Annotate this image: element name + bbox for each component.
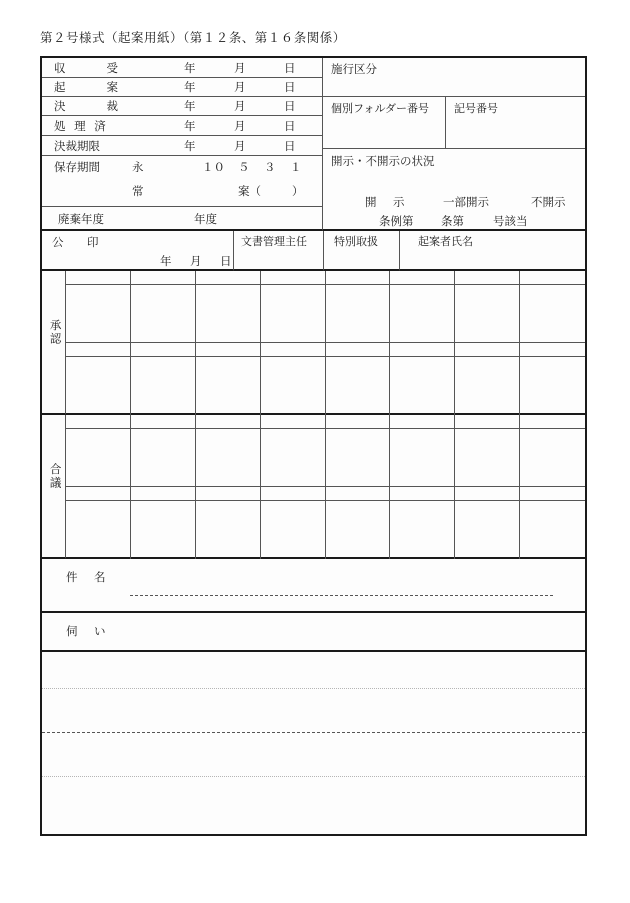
approval-month: 月 xyxy=(234,99,246,113)
field-special-handling[interactable] xyxy=(324,231,400,271)
consultation-section-label xyxy=(42,415,66,559)
seal-month: 月 xyxy=(190,254,202,268)
label-folder-number: 個別フォルダー番号 xyxy=(331,102,430,115)
retention-eternal[interactable]: 永 xyxy=(132,160,144,174)
label-doc-manager: 文書管理主任 xyxy=(241,235,307,248)
processed-month: 月 xyxy=(234,119,246,133)
approval-day: 日 xyxy=(284,99,296,113)
receipt-year: 年 xyxy=(184,61,196,75)
row-approval-date xyxy=(42,97,323,116)
retention-years-3[interactable]: ３ xyxy=(264,160,276,174)
row-disposal-year xyxy=(42,207,323,231)
option-partial-disclose[interactable]: 一部開示 xyxy=(443,195,489,209)
receipt-day: 日 xyxy=(284,61,296,75)
seal-day: 日 xyxy=(220,254,232,268)
label-symbol-number: 記号番号 xyxy=(454,102,498,115)
field-drafter-name[interactable] xyxy=(400,231,585,271)
field-inquiry-body[interactable] xyxy=(42,652,585,834)
approval-year: 年 xyxy=(184,99,196,113)
retention-years-5[interactable]: ５ xyxy=(238,160,250,174)
field-subject[interactable] xyxy=(42,559,585,613)
field-official-seal[interactable] xyxy=(42,231,234,271)
label-approval-section: 承認 xyxy=(48,319,63,346)
retention-years-1[interactable]: １ xyxy=(290,160,302,174)
row-retention-period xyxy=(42,156,323,207)
draft-count-label: 案（ xyxy=(238,184,261,198)
disposal-year-unit: 年度 xyxy=(194,212,217,226)
approval-col-divider xyxy=(66,271,520,415)
drafting-day: 日 xyxy=(284,80,296,94)
inquiry-writing-line xyxy=(42,688,585,689)
label-drafting: 起 案 xyxy=(54,80,124,94)
label-enforcement-category: 施行区分 xyxy=(331,62,377,76)
inquiry-writing-line xyxy=(42,776,585,777)
processed-day: 日 xyxy=(284,119,296,133)
field-folder-number[interactable] xyxy=(323,97,446,149)
label-approval-date: 決 裁 xyxy=(54,99,124,113)
row-processed xyxy=(42,116,323,136)
field-inquiry-label xyxy=(42,613,585,652)
label-drafter-name: 起案者氏名 xyxy=(418,235,473,248)
drafting-year: 年 xyxy=(184,80,196,94)
field-symbol-number[interactable] xyxy=(446,97,585,149)
deadline-day: 日 xyxy=(284,139,296,153)
inquiry-writing-line xyxy=(42,732,585,733)
field-doc-manager[interactable] xyxy=(234,231,324,271)
label-official-seal: 公 印 xyxy=(52,235,105,249)
field-disclosure-status xyxy=(323,149,585,231)
draft-count-close: ） xyxy=(292,184,304,198)
clause-article: 条第 xyxy=(441,214,464,228)
label-disposal-year: 廃棄年度 xyxy=(58,212,104,226)
approval-section-label xyxy=(42,271,66,415)
page-title: 第２号様式（起案用紙）（第１２条、第１６条関係） xyxy=(40,30,346,45)
drafting-month: 月 xyxy=(234,80,246,94)
label-processed: 処 理 済 xyxy=(54,119,109,133)
label-consultation-section: 合議 xyxy=(48,463,63,490)
processed-year: 年 xyxy=(184,119,196,133)
field-enforcement-category[interactable] xyxy=(323,58,585,97)
option-disclose[interactable]: 開 示 xyxy=(365,195,407,209)
label-approval-deadline: 決裁期限 xyxy=(54,139,100,153)
label-receipt: 収 受 xyxy=(54,61,124,75)
row-receipt xyxy=(42,58,323,78)
label-disclosure-status: 開示・不開示の状況 xyxy=(331,154,435,168)
label-retention-period: 保存期間 xyxy=(54,160,100,174)
retention-years-10[interactable]: １０ xyxy=(202,160,225,174)
deadline-year: 年 xyxy=(184,139,196,153)
receipt-month: 月 xyxy=(234,61,246,75)
label-inquiry: 伺 い xyxy=(66,624,108,638)
row-drafting xyxy=(42,78,323,97)
label-special-handling: 特別取扱 xyxy=(334,235,378,248)
clause-ordinance: 条例第 xyxy=(379,214,414,228)
subject-writing-line xyxy=(130,595,553,596)
form-frame xyxy=(40,56,587,836)
row-approval-deadline xyxy=(42,136,323,156)
seal-year: 年 xyxy=(160,254,172,268)
option-non-disclose[interactable]: 不開示 xyxy=(531,195,566,209)
label-subject: 件 名 xyxy=(66,570,108,584)
deadline-month: 月 xyxy=(234,139,246,153)
consultation-col-divider xyxy=(66,415,520,559)
clause-item: 号該当 xyxy=(493,214,528,228)
retention-regular[interactable]: 常 xyxy=(132,184,144,198)
